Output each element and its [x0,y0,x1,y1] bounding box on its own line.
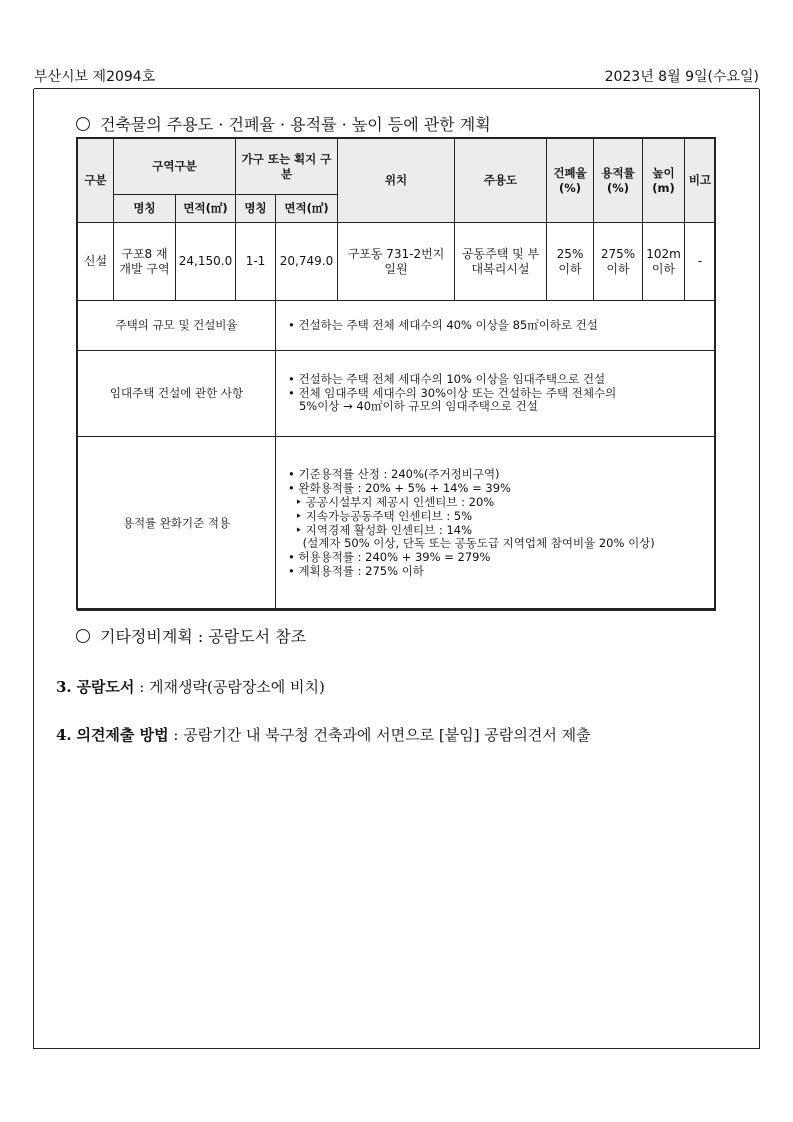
far-line: ‣ 지역경제 활성화 인센티브 : 14% [288,522,473,537]
cell-remarks: - [685,223,716,301]
header-height: 높이 (m) [643,139,685,223]
far-line: • 기준용적률 산정 : 240%(주거정비구역) [288,467,500,482]
publication-title: 부산시보 제2094호 [34,69,156,85]
item-4-label: 의견제출 방법 [76,726,169,744]
item-3-text: : 게재생략(공람장소에 비치) [139,678,325,696]
rental-line: 5%이상 → 40㎡이하 규모의 임대주택으로 건설 [288,399,538,414]
publication-date: 2023년 8월 9일(수요일) [604,69,759,85]
cell-height: 102m 이하 [643,223,685,301]
rental-line: • 건설하는 주택 전체 세대수의 10% 이상을 임대주택으로 건설 [288,371,606,386]
housing-scale-content: • 건설하는 주택 전체 세대수의 40% 이상을 85㎡이하로 건설 [276,301,716,351]
header-zone-area: 면적(㎡) [176,195,236,223]
far-line: • 허용용적률 : 240% + 39% = 279% [288,550,491,565]
item-3 [56,676,325,697]
cell-location: 구포동 731-2번지 일원 [338,223,455,301]
header-category: 구분 [78,139,114,223]
rental-label: 임대주택 건설에 관한 사항 [78,351,276,437]
header-lot-name: 명칭 [236,195,276,223]
circle-bullet-icon [76,629,90,643]
far-line: (설계자 50% 이상, 단독 또는 공동도급 지역업체 참여비율 20% 이상) [288,536,655,551]
far-relax-content [276,437,716,611]
header-location: 위치 [338,139,455,223]
far-line: ‣ 공공시설부지 제공시 인센티브 : 20% [288,494,495,509]
plan-table [77,138,716,611]
cell-zone-area: 24,150.0 [176,223,236,301]
section-other-plan [76,624,306,647]
header-zone-name: 명칭 [114,195,176,223]
header-zone: 구역구분 [114,139,236,195]
rental-line: • 전체 임대주택 세대수의 30%이상 또는 건설하는 주택 전체수의 [288,385,617,400]
far-line: ‣ 지속가능공동주택 인센티브 : 5% [288,508,473,523]
circle-bullet-icon [76,117,90,131]
header-household: 가구 또는 획지 구분 [236,139,338,195]
housing-scale-label: 주택의 규모 및 건설비율 [78,301,276,351]
far-line: • 완화용적률 : 20% + 5% + 14% = 39% [288,481,511,496]
section-title: 건축물의 주용도 · 건폐율 · 용적률 · 높이 등에 관한 계획 [100,115,491,134]
item-3-label: 공람도서 [76,678,135,696]
section-other-title: 기타정비계획 : 공람도서 참조 [100,627,307,646]
cell-main-use: 공동주택 및 부대복리시설 [455,223,547,301]
rental-content [276,351,716,437]
cell-zone-name: 구포8 재개발 구역 [114,223,176,301]
item-4-number: 4. [56,726,72,744]
far-line: • 계획용적률 : 275% 이하 [288,563,424,578]
far-relax-label: 용적률 완화기준 적용 [78,437,276,611]
header-coverage: 건폐율 (%) [547,139,594,223]
item-3-number: 3. [56,678,72,696]
cell-coverage: 25% 이하 [547,223,594,301]
header-far: 용적률 (%) [594,139,643,223]
header-remarks: 비고 [685,139,716,223]
header-main-use: 주용도 [455,139,547,223]
item-4 [56,724,591,745]
item-4-text: : 공람기간 내 북구청 건축과에 서면으로 [붙임] 공람의견서 제출 [173,726,591,744]
cell-category: 신설 [78,223,114,301]
cell-far: 275% 이하 [594,223,643,301]
cell-lot-name: 1-1 [236,223,276,301]
cell-lot-area: 20,749.0 [276,223,338,301]
header-lot-area: 면적(㎡) [276,195,338,223]
section-building-plan [76,112,491,135]
